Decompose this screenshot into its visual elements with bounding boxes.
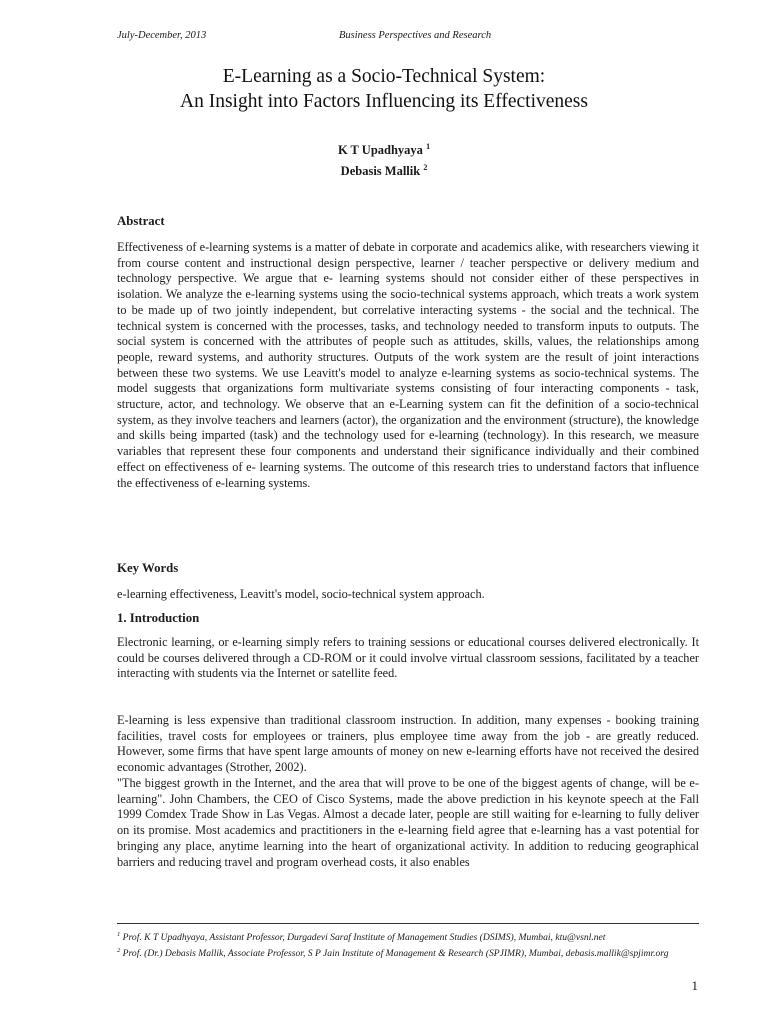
footnote-1 [117, 928, 699, 944]
author-mark: 2 [423, 163, 428, 173]
abstract-text: Effectiveness of e-learning systems is a matter of debate in corporate and academics alike, with researchers viewing it from course content and instructional design perspective, learner / teacher perspective or delivery medium and technology perspective. We argue that e- learning systems should not consider either of these perspectives in isolation. We analyze the e-learning systems using the socio-technical systems approach, which treats a work system to be made up of two jointly independent, but correlative interacting systems - the social and the technical. The technical system is concerned with the processes, tasks, and technology needed to transform inputs to outputs. The social system is concerned with the attributes of people such as attitudes, skills, values, the relationships among people, reward systems, and authority structures. Outputs of the work system are the result of joint interactions between these two systems. We use Leavitt's model to analyze e-learning systems as socio-technical systems. The model suggests that organizations form multivariate systems consisting of four interacting components - task, structure, actor, and technology. We observe that an e-Learning system can fit the definition of a socio-technical system, as they involve teachers and learners (actor), the organization and the environment (structure), the knowledge and skills being imparted (task) and the technology used for e-learning (technology). In this research, we measure variables that represent these four components and understand their significance individually and their combined effect on effectiveness of e- learning systems. The outcome of this research tries to understand factors that influence the effectiveness of e-learning systems. [117, 240, 699, 490]
footnote-text: Prof. (Dr.) Debasis Mallik, Associate Professor, S P Jain Institute of Management & Research (SPJIMR), Mumbai, debasis.mallik@spjimr.org [122, 948, 669, 960]
title-line-1: E-Learning as a Socio-Technical System: [222, 66, 546, 87]
introduction-paragraph: E-learning is less expensive than traditional classroom instruction. In addition, many expenses - booking training facilities, travel costs for employees or trainers, plus employee time away from the job - are greatly reduced. However, some firms that have spent large amounts of money on new e-learning efforts have not received the desired economic advantages (Strother, 2002). [117, 713, 699, 775]
keywords-heading: Key Words [117, 561, 179, 575]
footnote-text: Prof. K T Upadhyaya, Assistant Professor, Durgadevi Saraf Institute of Management Studies (DSIMS), Mumbai, ktu@vsnl.net [122, 932, 606, 944]
footnote-2 [117, 944, 699, 960]
author-1 [0, 138, 768, 159]
page-number: 1 [691, 978, 698, 993]
running-header [117, 30, 688, 44]
author-mark: 1 [426, 142, 431, 151]
author-list [0, 138, 768, 180]
paper-title [60, 64, 708, 114]
keywords-text: e-learning effectiveness, Leavitt's model, socio-technical system approach. [117, 587, 485, 601]
author-2 [0, 159, 768, 180]
abstract-heading: Abstract [117, 214, 165, 228]
footnotes [117, 928, 699, 960]
footnote-mark: 1 [117, 931, 121, 938]
introduction-paragraph: Electronic learning, or e-learning simply refers to training sessions or educational courses delivered electronically. It could be courses delivered through a CD-ROM or it could involve virtual classroom sessions, facilitated by a teacher interacting with students via the Internet or satellite feed. [117, 635, 699, 681]
author-name: Debasis Mallik [340, 164, 421, 179]
introduction-paragraph: "The biggest growth in the Internet, and the area that will prove to be one of the biggest agents of change, will be e-learning". John Chambers, the CEO of Cisco Systems, made the above prediction in his keynote speech at the Fall 1999 Comdex Trade Show in Las Vegas. Almost a decade later, people are still waiting for e-learning to fully deliver on its promise. Most academics and practitioners in the e-learning field agree that e-learning has a vast potential for bringing any place, anytime learning into the heart of organizational activity. In addition to reducing geographical barriers and reducing travel and program overhead costs, it also enables [117, 776, 699, 869]
introduction-heading: 1. Introduction [117, 611, 200, 625]
title-line-2: An Insight into Factors Influencing its Effectiveness [180, 91, 588, 112]
footnote-divider [117, 923, 699, 924]
journal-name: Business Perspectives and Research [339, 30, 492, 41]
author-name: K T Upadhyaya [337, 143, 423, 158]
issue-date: July-December, 2013 [117, 30, 207, 41]
footnote-mark: 2 [117, 947, 121, 955]
